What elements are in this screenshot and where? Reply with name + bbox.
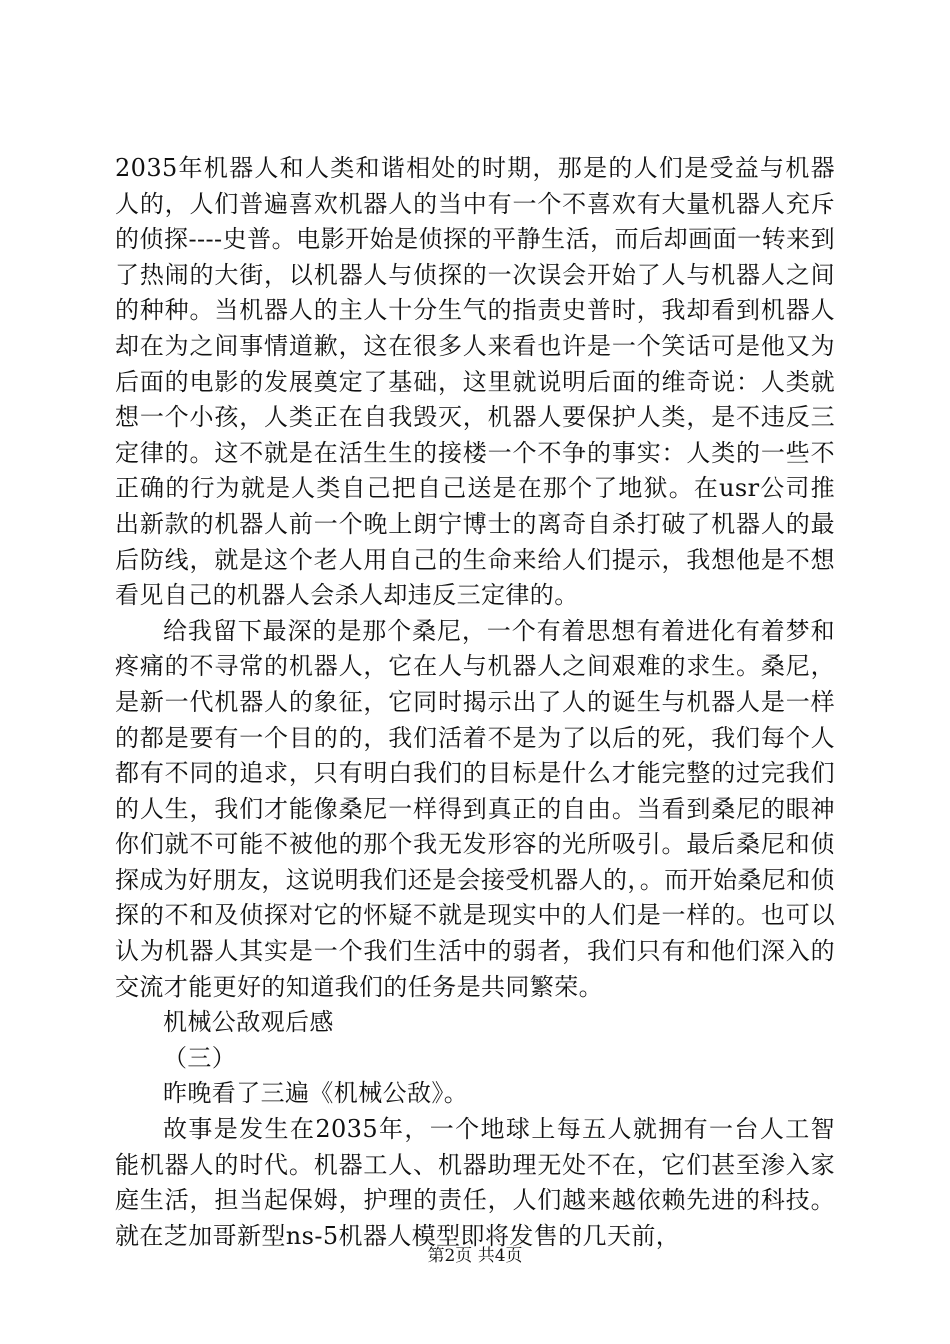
section-number: （三） bbox=[163, 1043, 237, 1072]
document-body bbox=[115, 151, 835, 1254]
paragraph-4: 故事是发生在2035年，一个地球上每五人就拥有一台人工智能机器人的时代。机器工人、机器助理无处不在，它们甚至渗入家庭生活，担当起保姆，护理的责任，人们越来越依赖先进的科技。就在芝加哥新型ns-5机器人模型即将发售的几天前， bbox=[115, 1115, 835, 1250]
paragraph-1: 2035年机器人和人类和谐相处的时期，那是的人们是受益与机器人的，人们普遍喜欢机器人的当中有一个不喜欢有大量机器人充斥的侦探----史普。电影开始是侦探的平静生活，而后却画面一转来到了热闹的大街，以机器人与侦探的一次误会开始了人与机器人之间的种种。当机器人的主人十分生气的指责史普时，我却看到机器人却在为之间事情道歉，这在很多人来看也许是一个笑话可是他又为后面的电影的发展奠定了基础，这里就说明后面的维奇说：人类就想一个小孩，人类正在自我毁灭，机器人要保护人类，是不违反三定律的。这不就是在活生生的接楼一个不争的事实：人类的一些不正确的行为就是人类自己把自己送是在那个了地狱。在usr公司推出新款的机器人前一个晚上朗宁博士的离奇自杀打破了机器人的最后防线，就是这个老人用自己的生命来给人们提示，我想他是不想看见自己的机器人会杀人却违反三定律的。 bbox=[115, 154, 835, 610]
page-footer: 第2页 共4页 bbox=[427, 1246, 523, 1266]
paragraph-3: 昨晚看了三遍《机械公敌》。 bbox=[163, 1079, 469, 1108]
paragraph-2: 给我留下最深的是那个桑尼，一个有着思想有着进化有着梦和疼痛的不寻常的机器人，它在人与机器人之间艰难的求生。桑尼，是新一代机器人的象征，它同时揭示出了人的诞生与机器人是一样的都是要有一个目的的，我们活着不是为了以后的死，我们每个人都有不同的追求，只有明白我们的目标是什么才能完整的过完我们的人生，我们才能像桑尼一样得到真正的自由。当看到桑尼的眼神你们就不可能不被他的那个我无发形容的光所吸引。最后桑尼和侦探成为好朋友，这说明我们还是会接受机器人的，。而开始桑尼和侦探的不和及侦探对它的怀疑不就是现实中的人们是一样的。也可以认为机器人其实是一个我们生活中的弱者，我们只有和他们深入的交流才能更好的知道我们的任务是共同繁荣。 bbox=[115, 616, 835, 1001]
section-heading: 机械公敌观后感 bbox=[163, 1008, 334, 1037]
